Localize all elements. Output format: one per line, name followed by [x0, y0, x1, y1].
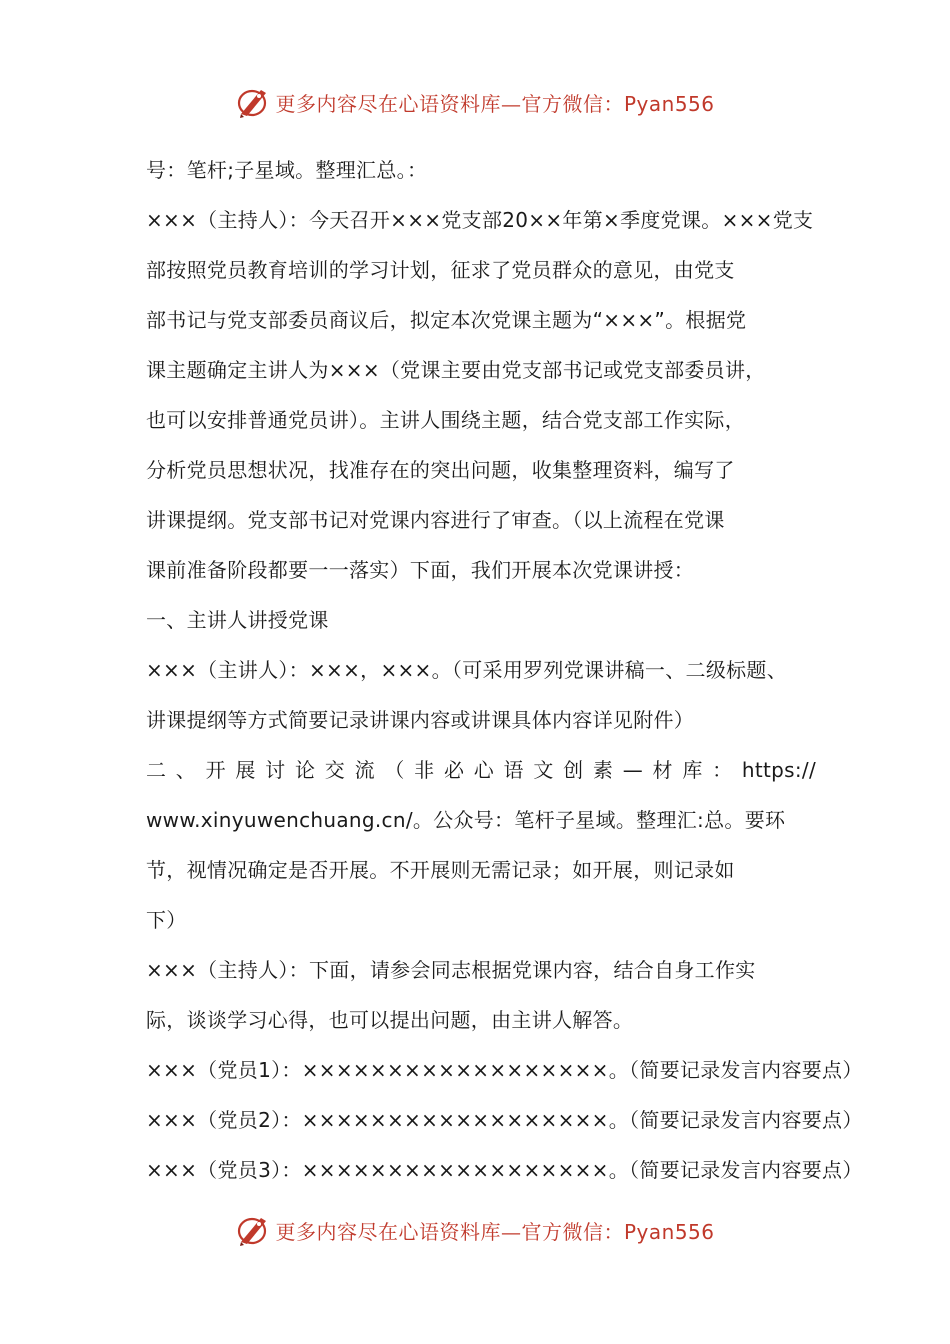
section-heading-1: 一、主讲人讲授党课 [146, 608, 329, 632]
body-line: 讲课提纲等方式简要记录讲课内容或讲课具体内容详见附件） [146, 708, 695, 732]
body-line: ×××（主持人）：下面，请参会同志根据党课内容，结合自身工作实 [146, 958, 756, 982]
header-banner-label: 更多内容尽在心语资料库—官方微信： [275, 91, 624, 116]
body-line: ×××（主持人）：今天召开×××党支部20××年第×季度党课。×××党支 [146, 208, 814, 232]
header-banner-handle: Pyan556 [623, 91, 715, 116]
body-line: 部按照党员教育培训的学习计划，征求了党员群众的意见，由党支 [146, 258, 735, 282]
header-banner-text [275, 88, 714, 117]
pen-logo-icon [235, 1212, 271, 1248]
body-line: 号：笔杆;子星域。整理汇总。： [146, 158, 428, 182]
footer-banner-handle: Pyan556 [623, 1219, 715, 1244]
body-line: 分析党员思想状况，找准存在的突出问题，收集整理资料，编写了 [146, 458, 735, 482]
body-line: 部书记与党支部委员商议后，拟定本次党课主题为“×××”。根据党 [146, 308, 747, 332]
pen-logo-icon [235, 84, 271, 120]
body-line: 节，视情况确定是否开展。不开展则无需记录；如开展，则记录如 [146, 858, 735, 882]
body-line: 下） [146, 908, 187, 932]
body-line: 课主题确定主讲人为×××（党课主要由党支部书记或党支部委员讲， [146, 358, 766, 382]
body-line: 也可以安排普通党员讲）。主讲人围绕主题，结合党支部工作实际， [146, 408, 745, 432]
body-line: ×××（党员2）：××××××××××××××××××。（简要记录发言内容要点） [146, 1108, 863, 1132]
body-line: ×××（党员3）：××××××××××××××××××。（简要记录发言内容要点） [146, 1158, 863, 1182]
body-line: ×××（党员1）：××××××××××××××××××。（简要记录发言内容要点） [146, 1058, 863, 1082]
body-line: 讲课提纲。党支部书记对党课内容进行了审查。（以上流程在党课 [146, 508, 725, 532]
footer-banner-label: 更多内容尽在心语资料库—官方微信： [275, 1219, 624, 1244]
body-line: ×××（主讲人）：×××，×××。（可采用罗列党课讲稿一、二级标题、 [146, 658, 788, 682]
body-line: 课前准备阶段都要一一落实）下面，我们开展本次党课讲授： [146, 558, 695, 582]
document-body [146, 145, 863, 1195]
body-line: 际，谈谈学习心得，也可以提出问题，由主讲人解答。 [146, 1008, 634, 1032]
section-heading-2: 二、开展讨论交流（非必心语文创素—材库：https:// [146, 758, 816, 782]
body-line: www.xinyuwenchuang.cn/。公众号：笔杆子星域。整理汇:总。要环 [146, 808, 786, 832]
footer-banner [0, 1210, 950, 1250]
footer-banner-text [275, 1216, 714, 1245]
header-banner [0, 82, 950, 122]
